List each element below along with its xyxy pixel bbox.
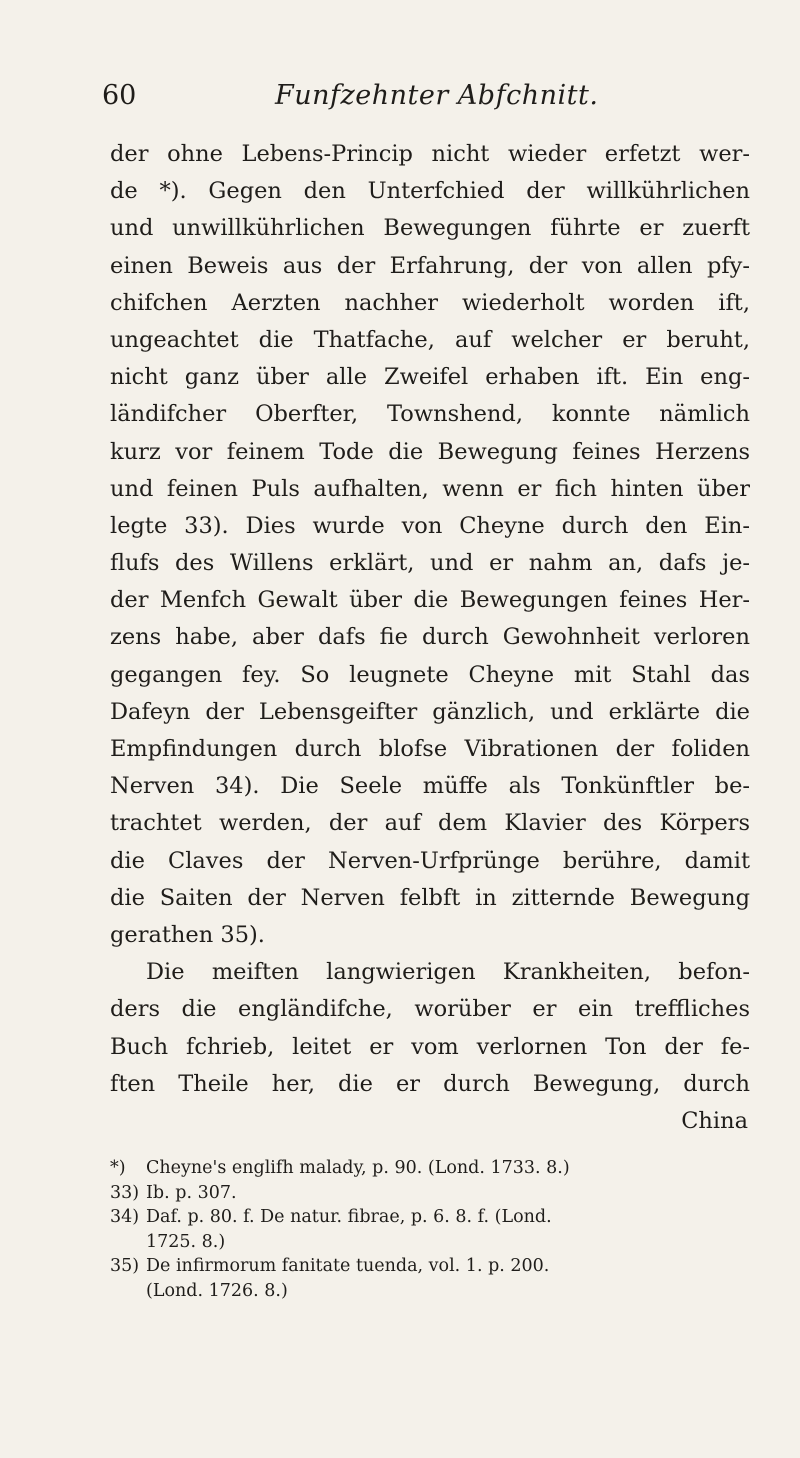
- text-line: Buch fchrieb, leitet er vom verlornen Ton der fe-: [110, 1033, 750, 1060]
- text-line: legte 33). Dies wurde von Cheyne durch den Ein-: [110, 512, 750, 539]
- footnote: [110, 1181, 750, 1206]
- footnote-mark: 35): [110, 1256, 140, 1277]
- text-line: der Menfch Gewalt über die Bewegungen feines Her-: [110, 587, 750, 614]
- footnote-text: (Lond. 1726. 8.): [146, 1281, 288, 1302]
- footnote-mark: 34): [110, 1207, 140, 1228]
- paragraph-end-line: gerathen 35).: [110, 921, 265, 948]
- footnote: [110, 1156, 750, 1181]
- footnote-text: 1725. 8.): [146, 1231, 226, 1252]
- text-line: zens habe, aber dafs fie durch Gewohnheit verloren: [110, 624, 750, 651]
- footnote-continuation: [110, 1230, 750, 1255]
- page-number: 60: [102, 80, 137, 111]
- text-line: ders die engländifche, worüber er ein treffliches: [110, 996, 750, 1023]
- text-line: flufs des Willens erklärt, und er nahm an, dafs je-: [110, 550, 750, 577]
- text-line: Dafeyn der Lebensgeifter gänzlich, und erklärte die: [110, 698, 750, 725]
- footnote-text: Cheyne's englifh malady, p. 90. (Lond. 1733. 8.): [146, 1158, 570, 1179]
- catchword: China: [681, 1107, 748, 1134]
- footnote-text: Ib. p. 307.: [146, 1182, 237, 1203]
- text-line: Nerven 34). Die Seele müffe als Tonkünftler be-: [110, 773, 750, 800]
- footnote: [110, 1254, 750, 1279]
- footnote-text: De infirmorum fanitate tuenda, vol. 1. p. 200.: [146, 1256, 550, 1277]
- text-line: ungeachtet die Thatfache, auf welcher er beruht,: [110, 326, 750, 353]
- text-line: Empfindungen durch blofse Vibrationen der foliden: [110, 736, 750, 762]
- text-line: der ohne Lebens-Princip nicht wieder erfetzt wer-: [110, 141, 750, 167]
- footnotes: [110, 1156, 750, 1304]
- page-header: [102, 80, 750, 126]
- text-line: de *). Gegen den Unterfchied der willkührlichen: [110, 178, 750, 205]
- text-line: kurz vor feinem Tode die Bewegung feines Herzens: [110, 438, 750, 465]
- footnote-mark: 33): [110, 1182, 140, 1203]
- text-line: ländifcher Oberfter, Townshend, konnte nämlich: [110, 401, 750, 428]
- text-line: trachtet werden, der auf dem Klavier des Körpers: [110, 810, 750, 837]
- text-line: und feinen Puls aufhalten, wenn er fich hinten über: [110, 475, 750, 502]
- text-line: nicht ganz über alle Zweifel erhaben ift. Ein eng-: [110, 364, 750, 391]
- body-text: [110, 136, 750, 1140]
- text-line: einen Beweis aus der Erfahrung, der von allen pfy-: [110, 252, 750, 279]
- text-line: die Claves der Nerven-Urfprünge berühre, damit: [110, 847, 750, 874]
- footnote-continuation: [110, 1279, 750, 1304]
- running-title: Funfzehnter Abfchnitt.: [275, 80, 599, 111]
- text-line: chifchen Aerzten nachher wiederholt worden ift,: [110, 289, 750, 316]
- paragraph-start-line: Die meiften langwierigen Krankheiten, befon-: [146, 959, 750, 986]
- text-line: und unwillkührlichen Bewegungen führte er zuerft: [110, 215, 750, 242]
- footnote: [110, 1205, 750, 1230]
- footnote-mark: *): [110, 1158, 126, 1179]
- text-line: ften Theile her, die er durch Bewegung, durch: [110, 1070, 750, 1097]
- text-line: gegangen fey. So leugnete Cheyne mit Stahl das: [110, 661, 750, 688]
- footnote-text: Daf. p. 80. f. De natur. fibrae, p. 6. 8. f. (Lond.: [146, 1207, 552, 1228]
- text-line: die Saiten der Nerven felbft in zitternde Bewegung: [110, 884, 750, 911]
